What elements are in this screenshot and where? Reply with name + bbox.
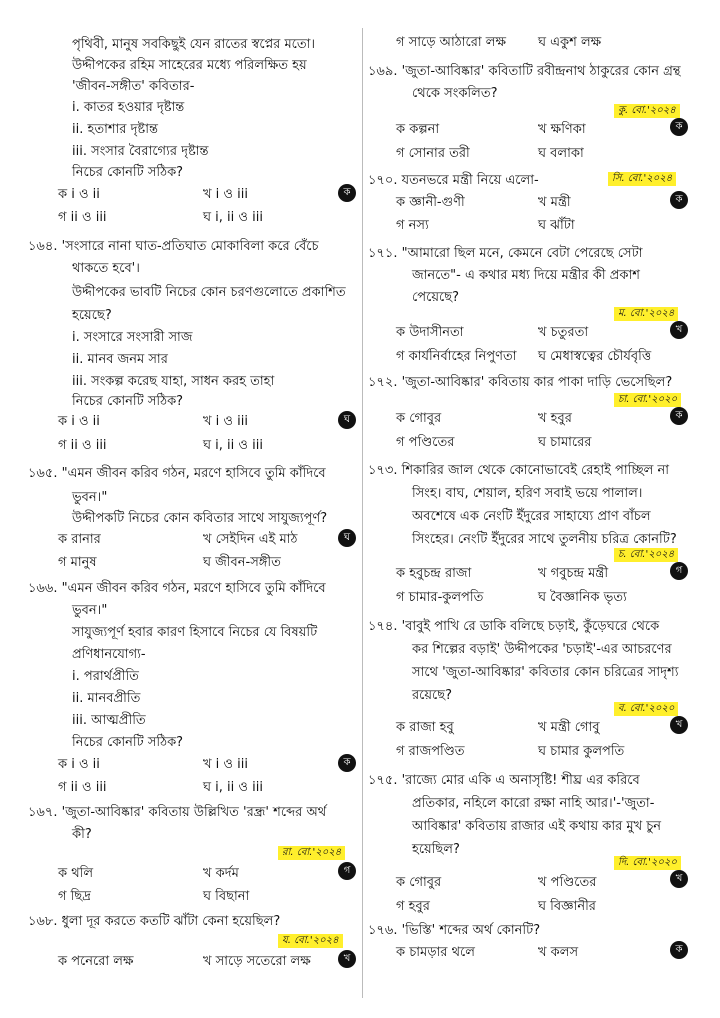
question-line: নিচের কোনটি সঠিক? [72,165,184,180]
question-line: পৃথিবী, মানুষ সবকিছুই যেন রাতের স্বপ্নের মতো। [72,37,316,52]
option: খ কলস [538,945,579,960]
board-year-badge: য. বো.'২০২৪ [278,934,343,948]
option: ঘ একুশ লক্ষ [538,35,602,50]
question-line: উদ্দীপকটি নিচের কোন কবিতার সাথে সাযুজ্যপূর্ণ? [72,511,328,526]
question-line: ১৭৫. 'রাজ্যে মোর একি এ অনাসৃষ্টি! শীঘ্র এর করিবে [368,773,640,788]
option: ঘ বিছানা [203,889,250,904]
question-line: হয়েছে? [72,308,112,323]
question-line: ১৬৬. "এমন জীবন করিব গঠন, মরণে হাসিবে তুমি কাঁদিবে [28,581,326,596]
option: ক চামড়ার থলে [396,945,475,960]
option: ঘ বিজ্ঞানীর [538,899,596,914]
answer-badge: ক [670,191,688,209]
option: খ গবুচন্দ্র মন্ত্রী [538,566,609,581]
option: ক i ও ii [58,187,100,202]
question-line: ii. মানবপ্রীতি [72,691,141,706]
option: গ পণ্ডিতের [396,435,455,450]
option: ক কল্পনা [396,122,440,137]
question-line: সিংহ। বাঘ, শেয়াল, হরিণ সবাই ভয়ে পালাল। [412,486,643,501]
question-line: প্রণিধানযোগ্য- [72,647,146,662]
answer-badge: ঘ [338,529,356,547]
option: ঘ চামারের [538,435,592,450]
question-line: ভুবন।" [72,603,108,618]
option: ক পনেরো লক্ষ [58,954,134,969]
question-line: সাথে 'জুতা-আবিষ্কার' কবিতার কোন চরিত্রের সাদৃশ্য [412,665,679,680]
option: গ ii ও iii [58,438,107,453]
question-line: জানতে"- এ কথার মধ্য দিয়ে মন্ত্রীর কী প্রকাশ [412,268,640,283]
option: গ সাড়ে আঠারো লক্ষ [396,35,507,50]
question-line: iii. আত্মপ্রীতি [72,713,146,728]
board-year-badge: কু. বো.'২০২৪ [614,104,680,118]
question-line: ১৭২. 'জুতা-আবিষ্কার' কবিতায় কার পাকা দাড়ি ভেসেছিল? [368,375,673,390]
answer-badge: খ [670,716,688,734]
option: ক জ্ঞানী-গুণী [396,195,465,210]
question-line: i. সংসারে সংসারী সাজ [72,330,193,345]
option: ক i ও ii [58,757,100,772]
option: খ মন্ত্রী [538,195,571,210]
option: ঘ বলাকা [538,146,584,161]
option: ক হবুচন্দ্র রাজা [396,566,472,581]
question-line: সাযুজ্যপূর্ণ হবার কারণ হিসাবে নিচের যে বিষয়টি [72,625,318,640]
question-line: ১৭০. যতনভরে মন্ত্রী নিয়ে এলো- [368,173,539,188]
option: গ হবুর [396,899,430,914]
question-line: ১৬৯. 'জুতা-আবিষ্কার' কবিতাটি রবীন্দ্রনাথ ঠাকুরের কোন গ্রন্থ [368,64,681,79]
option: খ ক্ষণিকা [538,122,586,137]
option: গ নস্য [396,218,429,233]
question-line: রয়েছে? [412,688,453,703]
option: ক i ও ii [58,414,100,429]
option: ক রানার [58,532,101,547]
question-line: ১৬৪. 'সংসারে নানা ঘাত-প্রতিঘাত মোকাবিলা করে বেঁচে [28,239,319,254]
option: ঘ ঝাঁটা [538,218,575,233]
option: গ চামার-কুলপতি [396,590,484,605]
board-year-badge: সি. বো.'২০২৪ [608,172,676,186]
answer-badge: ক [338,184,356,202]
option: খ কর্দম [203,866,239,881]
question-line: থেকে সংকলিত? [412,86,498,101]
option: ঘ জীবন-সঙ্গীত [203,555,281,570]
question-line: ১৭৬. 'ভিস্তি' শব্দের অর্থ কোনটি? [368,923,541,938]
option: ঘ i, ii ও iii [203,780,263,795]
board-year-badge: দি. বো.'২০২০ [614,856,681,870]
question-line: ii. হতাশার দৃষ্টান্ত [72,122,158,137]
option: খ পণ্ডিতের [538,875,597,890]
question-line: থাকতে হবে'। [72,261,140,276]
board-year-badge: রা. বো.'২০২৪ [278,846,345,860]
question-line: ভুবন।" [72,490,108,505]
option: ঘ i, ii ও iii [203,210,263,225]
board-year-badge: চা. বো.'২০২০ [614,393,681,407]
option: গ কার্যনির্বাহের নিপুণতা [396,349,517,364]
question-line: iii. সংকল্প করেছ যাহা, সাধন করহ তাহা [72,374,275,389]
question-line: হয়েছিল? [412,842,460,857]
answer-badge: খ [670,870,688,888]
board-year-badge: চ. বো.'২০২৪ [614,548,678,562]
question-line: উদ্দীপকের রহিম সাহেরের মধ্যে পরিলক্ষিত হয় [72,58,307,73]
question-line: 'জীবন-সঙ্গীত' কবিতার- [72,79,195,94]
option: গ রাজপণ্ডিত [396,744,465,759]
question-line: ১৭৪. 'বাবুই পাখি রে ডাকি বলিছে চড়াই, কুঁড়েঘরে থেকে [368,619,660,634]
question-line: কর শিল্পের বড়াই' উদ্দীপকের 'চড়াই'-এর আচরণের [412,642,672,657]
question-line: পেয়েছে? [412,290,459,305]
option: খ মন্ত্রী গোবু [538,720,600,735]
option: ঘ i, ii ও iii [203,438,263,453]
answer-badge: ক [670,941,688,959]
option: ঘ মেধাস্বত্বের চৌর্যবৃত্তি [538,349,652,364]
board-year-badge: ম. বো.'২০২৪ [614,307,678,321]
answer-badge: ক [338,754,356,772]
option: গ ছিদ্র [58,889,91,904]
answer-badge: খ [670,321,688,339]
answer-badge: ক [670,118,688,136]
answer-badge: গ [670,562,688,580]
question-line: i. পরার্থপ্রীতি [72,669,139,684]
option: ঘ চামার কুলপতি [538,744,625,759]
option: গ ii ও iii [58,780,107,795]
question-line: ii. মানব জনম সার [72,352,168,367]
option: খ সেইদিন এই মাঠ [203,532,298,547]
question-line: উদ্দীপকের ভাবটি নিচের কোন চরণগুলোতে প্রকাশিত [72,285,346,300]
option: গ সোনার তরী [396,146,470,161]
question-line: প্রতিকার, নহিলে কারো রক্ষা নাহি আর।'-'জুতা- [412,796,655,811]
question-line: ১৬৭. 'জুতা-আবিষ্কার' কবিতায় উল্লিখিত 'রন্ধ্র' শব্দের অর্থ [28,805,327,820]
question-line: ১৭৩. শিকারির জাল থেকে কোনোভাবেই রেহাই পাচ্ছিল না [368,463,669,478]
question-line: আবিষ্কার' কবিতায় রাজার এই কথায় কার মুখ চুন [412,819,662,834]
question-line: ১৬৮. ধুলা দূর করতে কতটি ঝাঁটা কেনা হয়েছিল? [28,914,281,929]
option: ক রাজা হবু [396,720,454,735]
answer-badge: গ [338,862,356,880]
question-line: ১৭১. "আমারো ছিল মনে, কেমনে বেটা পেরেছে সেটা [368,246,643,261]
answer-badge: খ [338,950,356,968]
question-line: ১৬৫. "এমন জীবন করিব গঠন, মরণে হাসিবে তুমি কাঁদিবে [28,466,326,481]
question-line: নিচের কোনটি সঠিক? [72,394,184,409]
option: খ i ও iii [203,414,248,429]
option: গ মানুষ [58,555,97,570]
option: খ সাড়ে সতেরো লক্ষ [203,954,311,969]
option: খ i ও iii [203,187,248,202]
answer-badge: ক [670,407,688,425]
option: ক গোবুর [396,411,442,426]
question-line: iii. সংসার বৈরাগ্যের দৃষ্টান্ত [72,144,209,159]
question-line: কী? [72,827,92,842]
option: ক গোবুর [396,875,442,890]
question-line: অবশেষে এক নেংটি ইঁদুরের সাহায্যে প্রাণ বাঁচল [412,509,651,524]
option: খ হবুর [538,411,572,426]
option: ঘ বৈজ্ঞানিক ভৃত্য [538,590,627,605]
option: খ চতুরতা [538,325,589,340]
option: ক থলি [58,866,94,881]
option: ক উদাসীনতা [396,325,464,340]
option: খ i ও iii [203,757,248,772]
question-line: নিচের কোনটি সঠিক? [72,735,184,750]
option: গ ii ও iii [58,210,107,225]
question-line: সিংহের। নেংটি ইঁদুরের সাথে তুলনীয় চরিত্র কোনটি? [412,532,677,547]
answer-badge: ঘ [338,411,356,429]
column-divider [362,28,363,998]
board-year-badge: ব. বো.'২০২০ [614,702,678,716]
question-line: i. কাতর হওয়ার দৃষ্টান্ত [72,100,185,115]
